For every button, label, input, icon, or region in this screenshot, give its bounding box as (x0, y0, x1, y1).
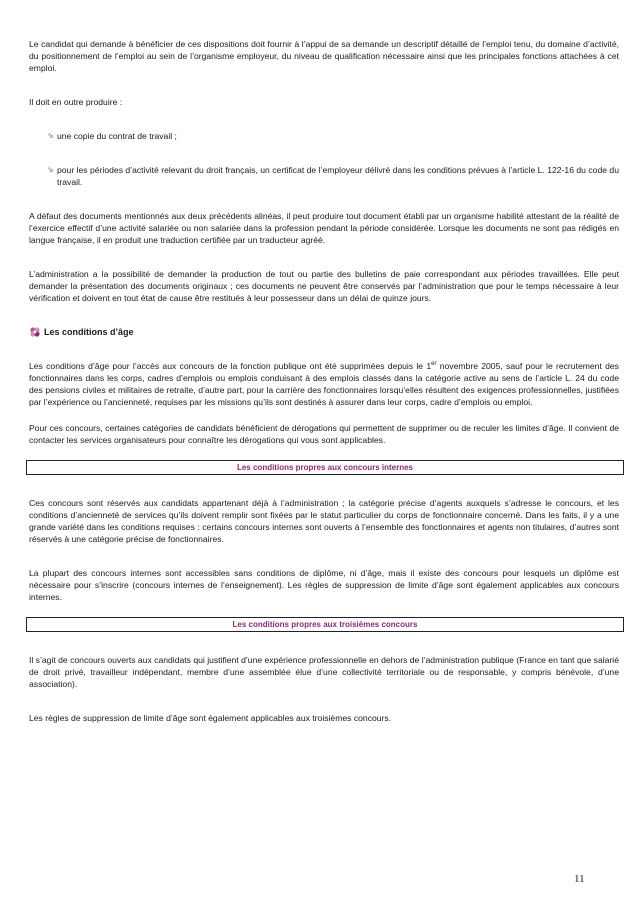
paragraph-troisiemes-experience: Il s’agit de concours ouverts aux candidats qui justifient d’une expérience professionnelle en dehors de l’administration publique (France en tant que salarié de droit privé, travailleur indépendant, membre d’une assemblée élue d’une collectivité territoriale ou de responsable, y compris bénévole, d’une association). (29, 655, 619, 689)
section-heading-text: Les conditions d’âge (44, 327, 134, 337)
paragraph-text: novembre 2005, sauf pour le recrutement des fonctionnaires dans les corps, cadres d’emplois ou emplois conduisant à des emplois classés dans la catégorie active au sens de l’article L. 24 du code des pensions civiles et militaires de retraite, d’autre part, pour la carrière des fonctionnaires lorsqu’elles résultent des exigences professionnelles, justifiées par l’expérience ou l’ancienneté, requises par les missions qu’ils sont destinés à assurer dans leur corps, cadre d’emplois ou emploi. (29, 361, 619, 407)
paragraph-derogations: Pour ces concours, certaines catégories de candidats bénéficient de dérogations qui permettent de supprimer ou de reculer les limites d’âge. Il convient de contacter les services organisateurs pour connaître les dérogations qui vous sont applicables. (29, 423, 619, 445)
paragraph-defaut-documents: A défaut des documents mentionnés aux deux précédents alinéas, il peut produire tout document établi par un organisme habilité attestant de la réalité de l’exercice effectif d’une activité salariée ou non salariée dans la profession pendant la période considérée. Lorsque les documents ne sont pas rédigés en langue française, il en produit une traduction certifiée par un traducteur agréé. (29, 211, 619, 245)
paragraph-descriptif: Le candidat qui demande à bénéficier de ces dispositions doit fournir à l’appui de sa demande un descriptif détaillé de l’emploi tenu, du domaine d’activité, du positionnement de l’emploi au sein de l’organisme employeur, du niveau de qualification nécessaire ainsi que les principales fonctions attachées à cet emploi. (29, 39, 619, 73)
flower-bullet-icon (29, 326, 41, 338)
page-number: 11 (574, 873, 585, 885)
arrow-down-right-icon: ⇘ (47, 165, 54, 174)
paragraph-internes-reserves: Ces concours sont réservés aux candidats appartenant déjà à l’administration ; la catégorie précise d’agents auxquels s’adresse le concours, et les conditions d’ancienneté de services qu’ils doivent remplir sont fixées par le statut particulier du corps de fonctionnaire concerné. Dans les faits, il y a une grande variété dans les conditions requises : certains concours internes sont ouverts à l’ensemble des fonctionnaires et agents non titulaires, d’autres sont réservés à une catégorie précise de fonctionnaires. (29, 498, 619, 544)
paragraph-internes-diplome: La plupart des concours internes sont accessibles sans conditions de diplôme, ni d’âge, mais il existe des concours pour lesquels un diplôme est nécessaire pour s’inscrire (concours internes de l’enseignement). Les règles de suppression de limite d’âge sont également applicables aux concours internes. (29, 568, 619, 602)
document-page (29, 38, 619, 724)
list-item (29, 164, 619, 188)
paragraph-produire: Il doit en outre produire : (29, 97, 123, 107)
list-item (29, 130, 619, 142)
paragraph-conditions-age (29, 360, 619, 408)
paragraph-troisiemes-age: Les règles de suppression de limite d’âge sont également applicables aux troisièmes concours. (29, 713, 392, 723)
section-heading-age (29, 326, 619, 338)
paragraph-bulletins-paie: L’administration a la possibilité de demander la production de tout ou partie des bulletins de paie correspondant aux périodes travaillées. Elle peut demander la présentation des documents originaux ; ces documents ne peuvent être conservés par l’administration que pour le temps nécessaire à leur vérification et doivent en tout état de cause être restitués à leur possesseur dans un délai de quinze jours. (29, 269, 619, 303)
list-item-text: une copie du contrat de travail ; (57, 131, 177, 141)
list-item-text: pour les périodes d’activité relevant du droit français, un certificat de l’employeur délivré dans les conditions prévues à l’article L. 122-16 du code du travail. (57, 165, 619, 187)
arrow-down-right-icon: ⇘ (47, 131, 54, 140)
superscript: er (431, 361, 437, 367)
banner-troisiemes-concours: Les conditions propres aux troisièmes concours (26, 617, 624, 632)
paragraph-text: Les conditions d’âge pour l’accès aux concours de la fonction publique ont été supprimées depuis le 1 (29, 361, 432, 371)
banner-concours-internes: Les conditions propres aux concours internes (26, 460, 624, 475)
